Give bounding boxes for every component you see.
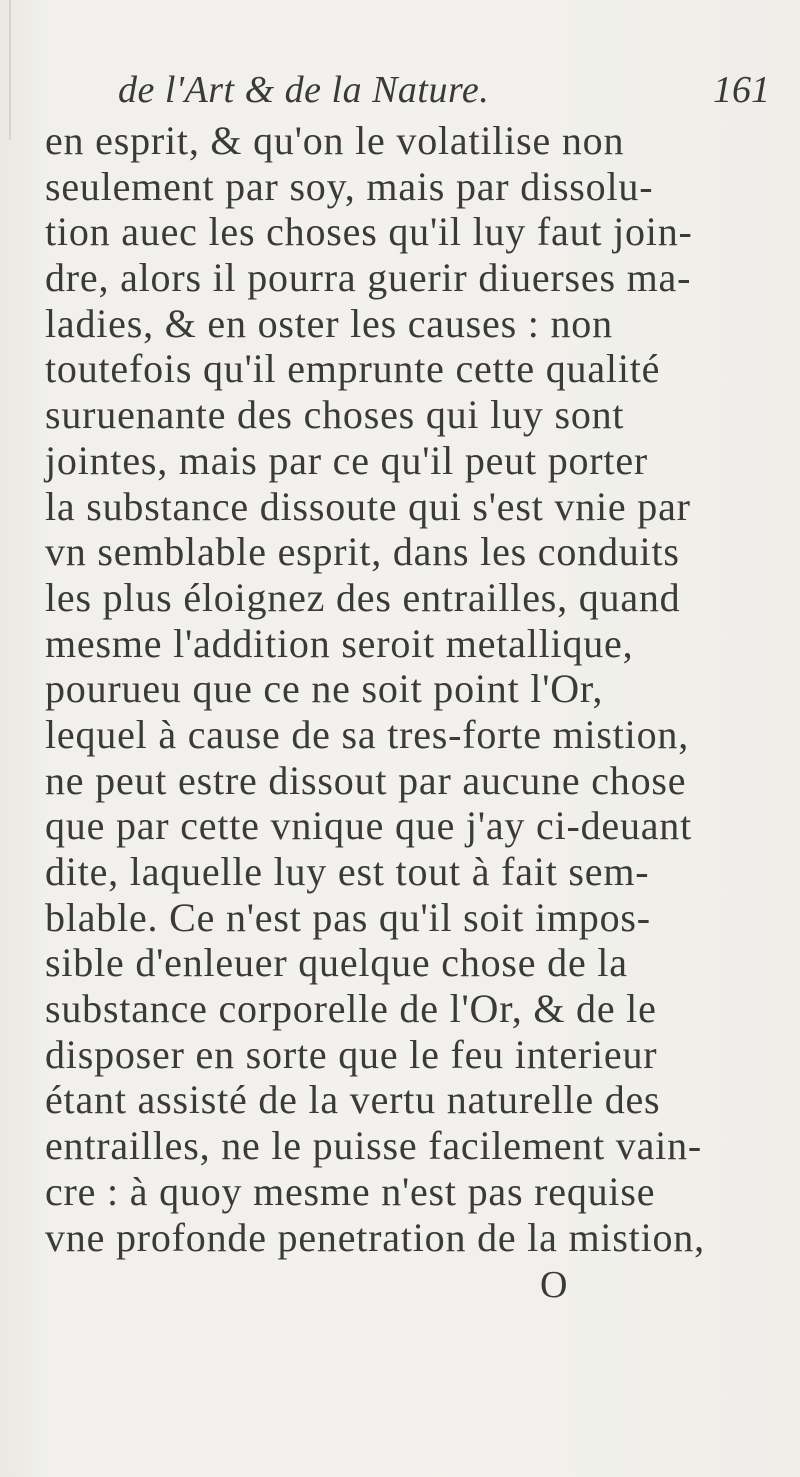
text-line: dite, laquelle luy est tout à fait sem- [45, 849, 650, 894]
text-line: les plus éloignez des entrailles, quand [45, 574, 681, 620]
text-line: tion auec les choses qu'il luy faut join- [45, 209, 693, 255]
text-line: la substance dissoute qui s'est vnie par [45, 483, 691, 529]
text-line: étant assisté de la vertu naturelle des [45, 1077, 661, 1123]
text-line: pourueu que ce ne soit point l'Or, [45, 666, 604, 712]
catchword: O [540, 1264, 568, 1306]
text-line: entrailles, ne le puisse facilement vain- [45, 1123, 702, 1169]
text-line: en esprit, & qu'on le volatilise non [45, 118, 625, 163]
running-title: de l'Art & de la Nature. [118, 69, 490, 111]
text-line: cre : à quoy mesme n'est pas requise [45, 1168, 656, 1214]
text-line: que par cette vnique que j'ay ci-deuant [45, 803, 693, 849]
text-line: lequel à cause de sa tres-forte mistion, [45, 711, 689, 757]
page-header [118, 68, 798, 118]
text-line: sible d'enleuer quelque chose de la [45, 940, 628, 986]
text-line: jointes, mais par ce qu'il peut porter [45, 437, 648, 483]
text-line: ladies, & en oster les causes : non [45, 300, 613, 346]
text-line: substance corporelle de l'Or, & de le [45, 986, 657, 1032]
text-line: blable. Ce n'est pas qu'il soit impos- [45, 894, 651, 940]
text-line: toutefois qu'il emprunte cette qualité [45, 346, 661, 392]
text-line: seulement par soy, mais par dissolu- [45, 163, 654, 209]
text-line: mesme l'addition seroit metallique, [45, 620, 634, 666]
text-line: dre, alors il pourra guerir diuerses ma- [45, 255, 692, 301]
text-line: ne peut estre dissout par aucune chose [45, 757, 687, 803]
text-line: disposer en sorte que le feu interieur [45, 1031, 658, 1077]
text-line: suruenante des choses qui luy sont [45, 392, 625, 438]
body-text [45, 118, 775, 1260]
text-line: vn semblable esprit, dans les conduits [45, 529, 680, 575]
page-number: 161 [713, 69, 770, 111]
text-line: vne profonde penetration de la mistion, [45, 1214, 705, 1260]
page-edge [9, 0, 11, 140]
